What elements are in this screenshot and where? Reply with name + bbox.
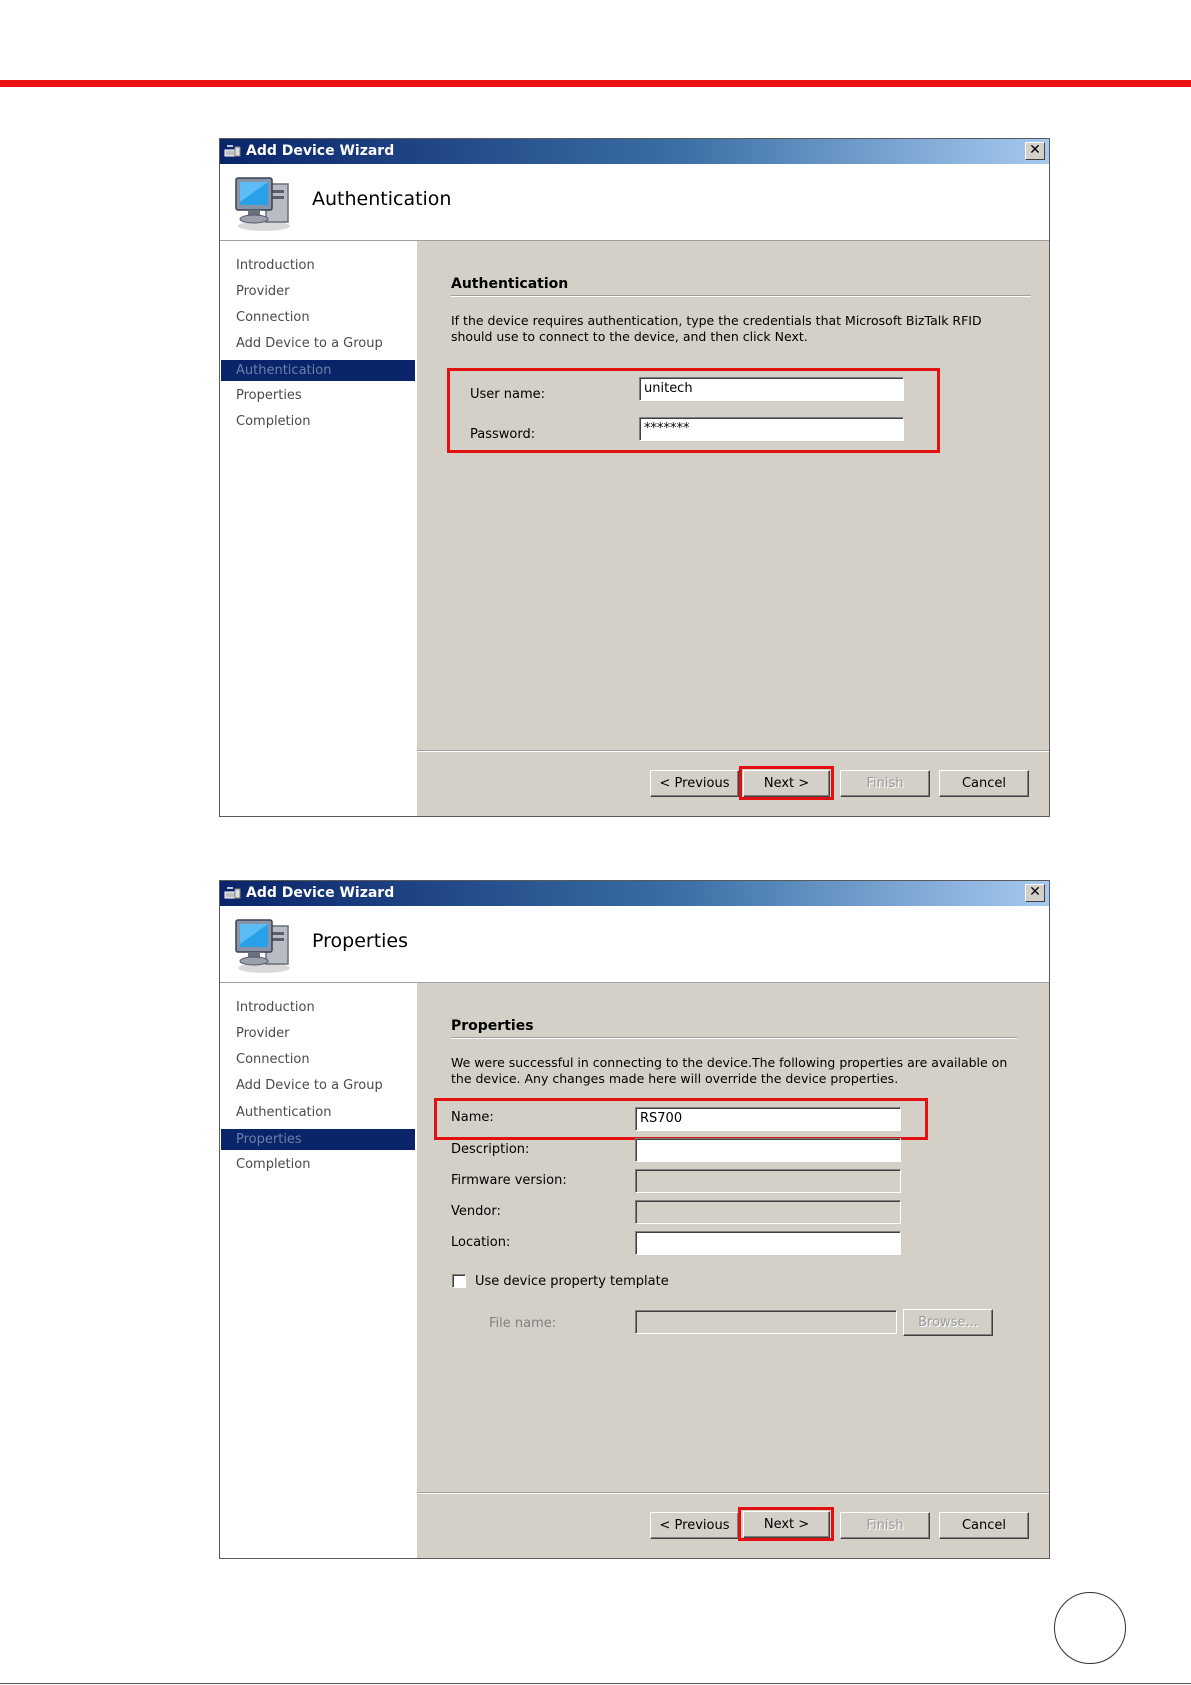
step-add-device-to-group[interactable]: Add Device to a Group — [236, 336, 383, 351]
next-button[interactable]: Next > — [743, 1511, 830, 1538]
section-divider — [451, 295, 1031, 297]
page-number-circle — [1054, 1592, 1126, 1664]
description-input[interactable] — [635, 1138, 901, 1162]
step-authentication[interactable]: Authentication — [221, 360, 415, 381]
step-connection[interactable]: Connection — [236, 310, 310, 325]
cancel-button[interactable]: Cancel — [939, 770, 1029, 797]
close-icon: ✕ — [1029, 142, 1041, 158]
wizard-app-icon — [224, 887, 242, 900]
password-label: Password: — [470, 427, 536, 442]
location-label: Location: — [451, 1235, 511, 1250]
username-input[interactable]: unitech — [639, 377, 904, 401]
step-connection[interactable]: Connection — [236, 1052, 310, 1067]
cancel-button[interactable]: Cancel — [939, 1512, 1029, 1539]
window-title: Add Device Wizard — [246, 143, 395, 159]
add-device-wizard-authentication — [219, 138, 1050, 817]
description-label: Description: — [451, 1142, 530, 1157]
step-introduction[interactable]: Introduction — [236, 258, 315, 273]
close-button[interactable] — [1025, 142, 1045, 160]
close-icon: ✕ — [1029, 884, 1041, 900]
firmware-version-label: Firmware version: — [451, 1173, 567, 1188]
section-description: If the device requires authentication, type the credentials that Microsoft BizTalk RFID should use to connect to the device, and then click Next. — [451, 313, 982, 344]
use-template-checkbox[interactable] — [452, 1274, 466, 1288]
step-properties[interactable]: Properties — [221, 1129, 415, 1150]
section-title: Properties — [451, 1018, 534, 1034]
location-input[interactable] — [635, 1231, 901, 1255]
file-name-label: File name: — [489, 1316, 557, 1331]
button-bar — [417, 1492, 1049, 1559]
content-panel — [417, 241, 1049, 816]
step-list — [220, 983, 416, 1558]
wizard-header — [220, 164, 1049, 241]
name-input[interactable]: RS700 — [635, 1107, 901, 1131]
page-footer-rule — [0, 1683, 1191, 1684]
vendor-input[interactable] — [635, 1200, 901, 1224]
computer-icon — [232, 914, 296, 974]
step-list — [220, 241, 416, 816]
wizard-app-icon — [224, 145, 242, 158]
step-completion[interactable]: Completion — [236, 1157, 311, 1172]
step-properties[interactable]: Properties — [236, 388, 302, 403]
file-name-input[interactable] — [635, 1310, 897, 1334]
use-template-label: Use device property template — [475, 1274, 669, 1289]
step-introduction[interactable]: Introduction — [236, 1000, 315, 1015]
username-label: User name: — [470, 387, 546, 402]
section-description: We were successful in connecting to the device.The following properties are available on the device. Any changes made here will override the device properties. — [451, 1055, 1008, 1086]
step-completion[interactable]: Completion — [236, 414, 311, 429]
firmware-version-input[interactable] — [635, 1169, 901, 1193]
computer-icon — [232, 172, 296, 232]
section-title: Authentication — [451, 276, 569, 292]
browse-button[interactable]: Browse... — [903, 1309, 993, 1336]
page-title: Properties — [312, 930, 409, 952]
password-input[interactable]: ******* — [639, 417, 904, 441]
add-device-wizard-properties — [219, 880, 1050, 1559]
previous-button[interactable]: < Previous — [650, 770, 739, 797]
section-divider — [451, 1037, 1017, 1039]
page-header-rule — [0, 80, 1191, 87]
title-bar[interactable] — [220, 139, 1049, 164]
vendor-label: Vendor: — [451, 1204, 501, 1219]
close-button[interactable] — [1025, 884, 1045, 902]
window-title: Add Device Wizard — [246, 885, 395, 901]
step-provider[interactable]: Provider — [236, 1026, 290, 1041]
step-add-device-to-group[interactable]: Add Device to a Group — [236, 1078, 383, 1093]
finish-button[interactable]: Finish — [840, 770, 930, 797]
title-bar[interactable] — [220, 881, 1049, 906]
content-panel — [417, 983, 1049, 1558]
step-provider[interactable]: Provider — [236, 284, 290, 299]
finish-button[interactable]: Finish — [840, 1512, 930, 1539]
wizard-header — [220, 906, 1049, 983]
name-label: Name: — [451, 1110, 494, 1125]
step-authentication[interactable]: Authentication — [236, 1105, 332, 1120]
previous-button[interactable]: < Previous — [650, 1512, 739, 1539]
next-button[interactable]: Next > — [743, 770, 830, 797]
button-bar — [417, 750, 1049, 817]
page-title: Authentication — [312, 188, 452, 210]
